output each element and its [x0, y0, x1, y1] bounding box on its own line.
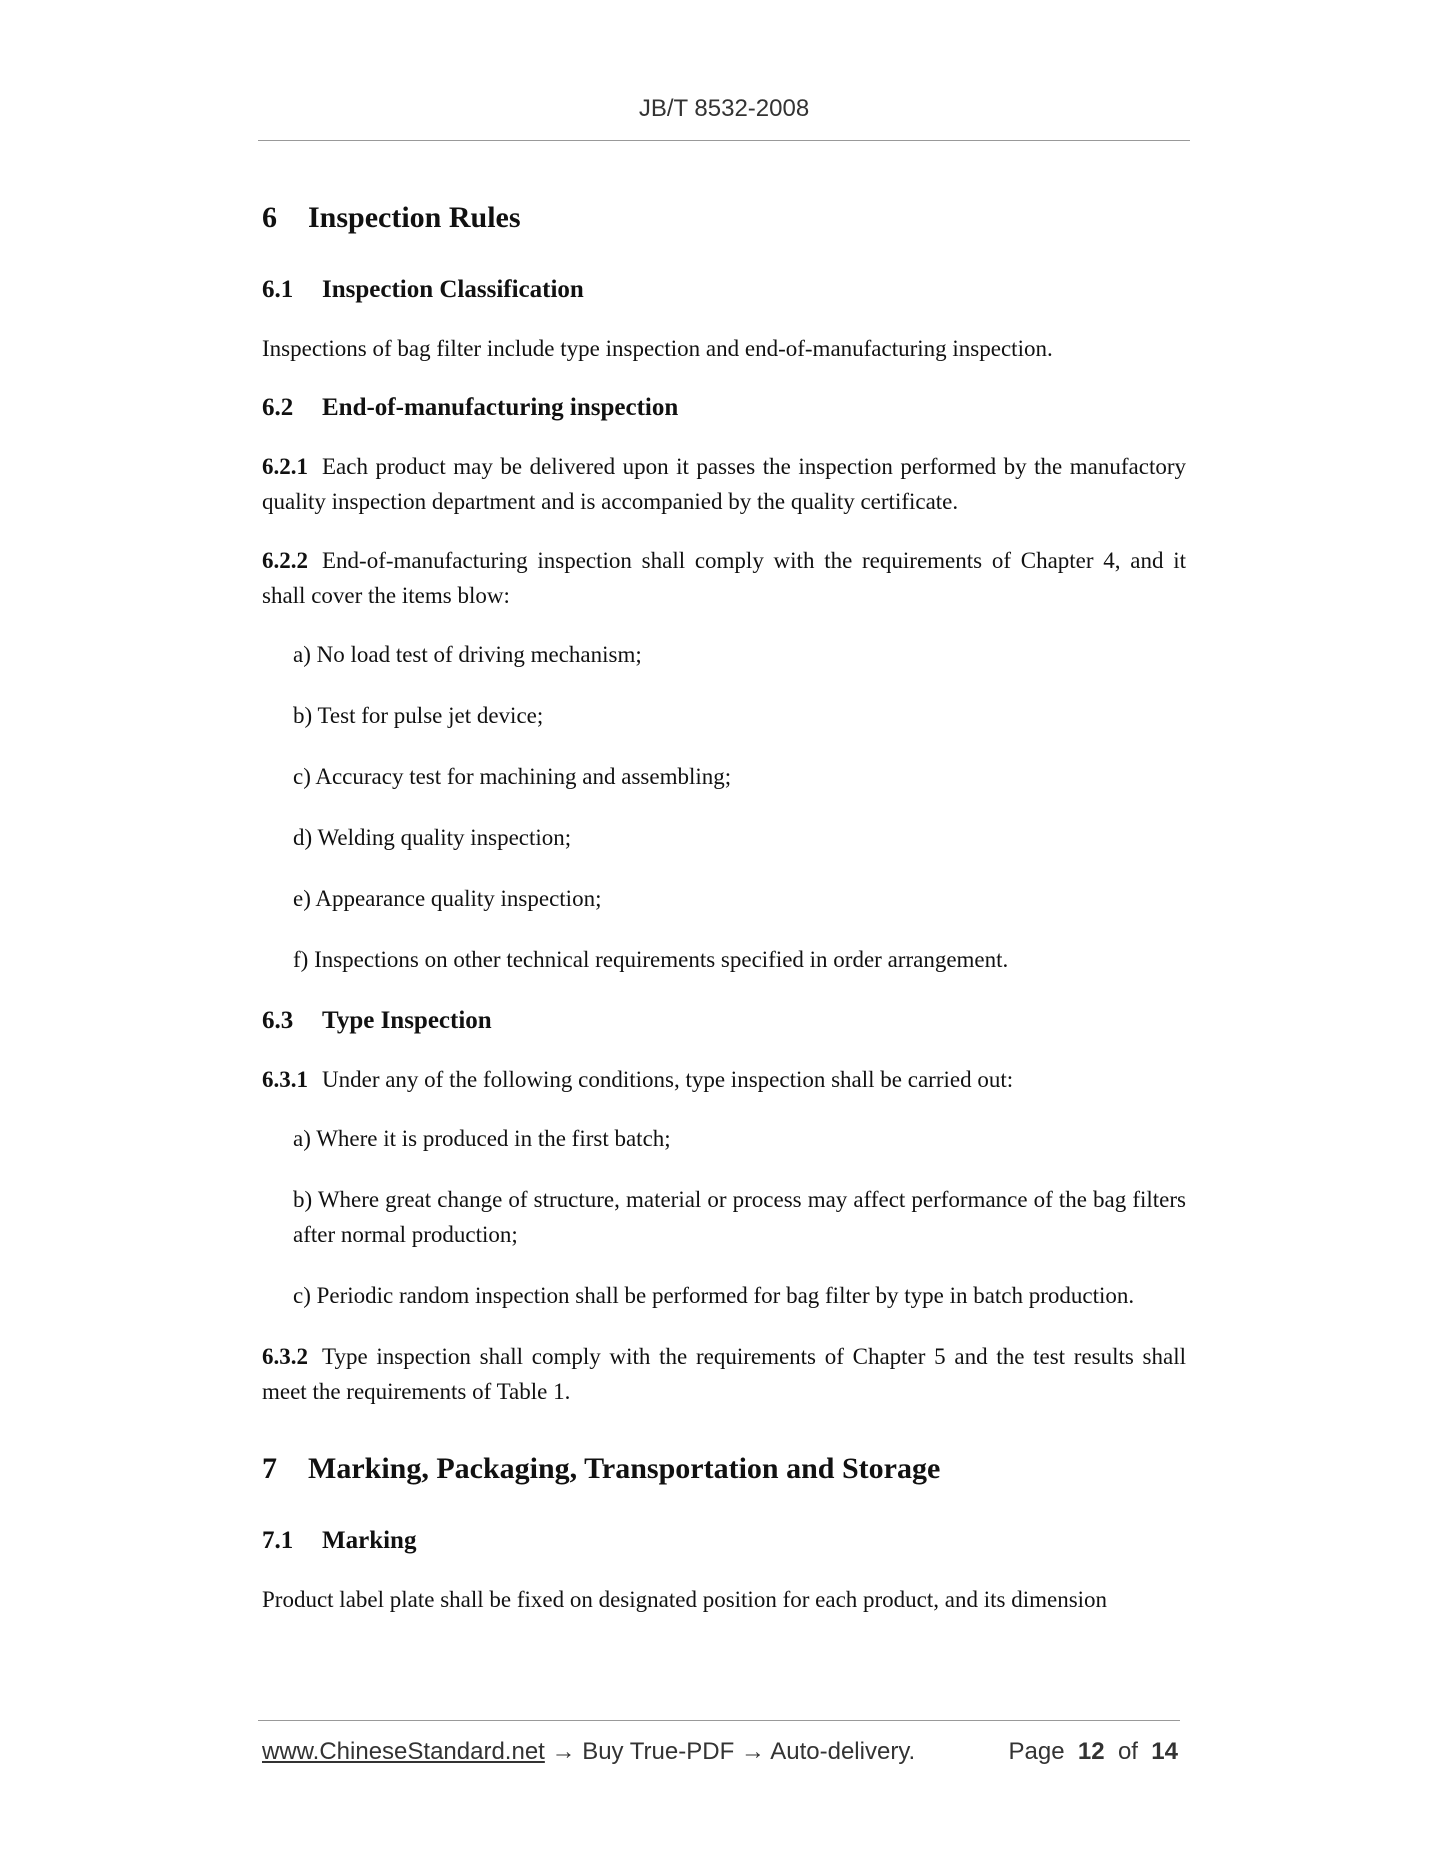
page-indicator [1008, 1738, 1178, 1766]
section-title: Inspection Rules [308, 201, 521, 234]
page-header: JB/T 8532-2008 [638, 95, 810, 122]
section-title: End-of-manufacturing inspection [322, 394, 679, 421]
section-number: 6 [262, 201, 277, 234]
clause-6-2-1 [262, 449, 1186, 519]
arrow-icon: → [551, 1738, 576, 1765]
list-item: e) Appearance quality inspection; [293, 886, 602, 911]
clause-6-2-2 [262, 543, 1186, 613]
section-6-2-heading [262, 390, 1186, 425]
section-number: 6.3 [262, 1007, 294, 1034]
current-page-number: 12 [1077, 1738, 1105, 1765]
paragraph-7-1: Product label plate shall be fixed on designated position for each product, and its dimension [262, 1587, 1108, 1612]
list-item: b) Where great change of structure, material or process may affect performance of the bag filters after normal production; [293, 1187, 1186, 1247]
list-item: f) Inspections on other technical requirements specified in order arrangement. [293, 947, 1009, 972]
section-number: 7.1 [262, 1527, 294, 1554]
page-label: Page [1008, 1738, 1065, 1765]
footer-divider [258, 1720, 1180, 1721]
page-body [262, 198, 1186, 1641]
list-item: d) Welding quality inspection; [293, 825, 572, 850]
clause-number: 6.3.1 [262, 1067, 308, 1092]
clause-text: Type inspection shall comply with the requirements of Chapter 5 and the test results shall meet the requirements of Table 1. [262, 1344, 1186, 1404]
page-footer [262, 1738, 1182, 1766]
list-item: c) Accuracy test for machining and assembling; [293, 764, 732, 789]
section-6-3-heading [262, 1003, 1186, 1038]
list-item: c) Periodic random inspection shall be performed for bag filter by type in batch production. [293, 1283, 1135, 1308]
section-6-heading [262, 198, 1186, 238]
section-number: 6.1 [262, 276, 294, 303]
clause-text: End-of-manufacturing inspection shall comply with the requirements of Chapter 4, and it shall cover the items blow: [262, 548, 1186, 608]
section-title: Inspection Classification [322, 276, 584, 303]
section-number: 6.2 [262, 394, 294, 421]
of-label: of [1117, 1738, 1138, 1765]
clause-text: Each product may be delivered upon it passes the inspection performed by the manufactory quality inspection department and is accompanied by the quality certificate. [262, 454, 1186, 514]
list-item: b) Test for pulse jet device; [293, 703, 544, 728]
clause-6-3-2 [262, 1339, 1186, 1409]
paragraph-6-1: Inspections of bag filter include type inspection and end-of-manufacturing inspection. [262, 336, 1053, 361]
header-divider [258, 140, 1190, 141]
buy-true-pdf-text: Buy True-PDF [582, 1738, 735, 1765]
clause-number: 6.3.2 [262, 1344, 308, 1369]
list-item: a) No load test of driving mechanism; [293, 642, 642, 667]
section-6-1-heading [262, 272, 1186, 307]
section-number: 7 [262, 1452, 277, 1485]
auto-delivery-text: Auto-delivery. [770, 1738, 916, 1765]
total-pages-number: 14 [1151, 1738, 1178, 1765]
arrow-icon: → [740, 1738, 765, 1765]
list-item: a) Where it is produced in the first batch; [293, 1126, 671, 1151]
section-title: Marking [322, 1527, 417, 1554]
section-7-1-heading [262, 1523, 1186, 1558]
website-link[interactable]: www.ChineseStandard.net [262, 1738, 545, 1765]
section-7-heading [262, 1449, 1186, 1489]
clause-text: Under any of the following conditions, type inspection shall be carried out: [322, 1067, 1014, 1092]
clause-6-3-1 [262, 1062, 1186, 1097]
section-title: Marking, Packaging, Transportation and Storage [308, 1452, 941, 1485]
section-title: Type Inspection [322, 1007, 492, 1034]
clause-number: 6.2.2 [262, 548, 308, 573]
clause-number: 6.2.1 [262, 454, 308, 479]
